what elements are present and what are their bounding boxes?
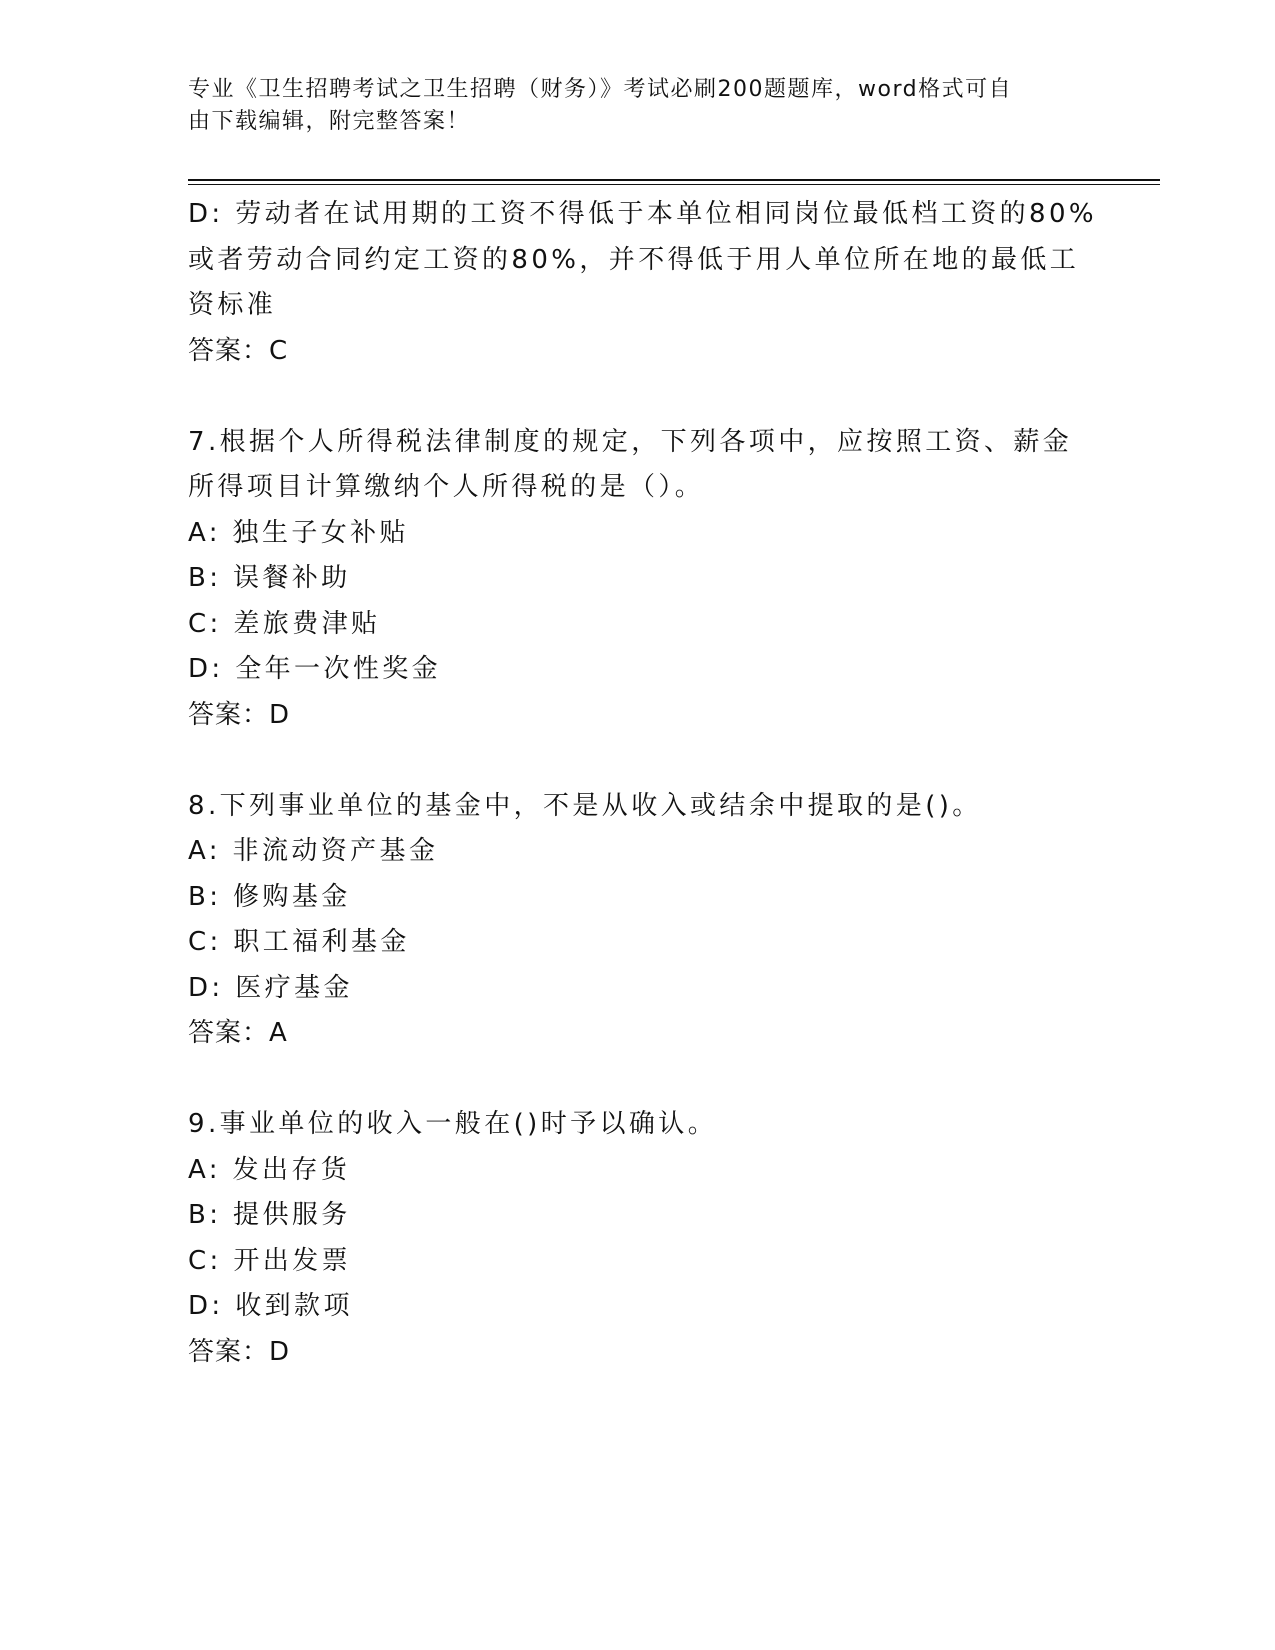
header-divider-thick	[188, 179, 1160, 181]
option-d: D: 医疗基金	[188, 972, 353, 1003]
header-line-1: 专业《卫生招聘考试之卫生招聘（财务）》考试必刷200题题库，word格式可自	[188, 77, 1013, 102]
document-header	[188, 74, 1068, 138]
question-stem: 9.事业单位的收入一般在()时予以确认。	[188, 1109, 718, 1139]
option-c: C: 差旅费津贴	[188, 608, 381, 639]
question-stem-line-1: 7.根据个人所得税法律制度的规定，下列各项中，应按照工资、薪金	[188, 426, 1073, 457]
question-6-tail	[188, 192, 1098, 374]
question-7	[188, 420, 1088, 739]
spacer	[188, 374, 1088, 420]
question-stem-line-2: 所得项目计算缴纳个人所得税的是（）。	[188, 472, 705, 502]
question-8	[188, 784, 1088, 1057]
option-b: B: 误餐补助	[188, 563, 351, 593]
question-9	[188, 1102, 1088, 1375]
answer-label: 答案：D	[188, 1336, 291, 1367]
option-d: D: 收到款项	[188, 1291, 353, 1321]
answer-label: 答案：D	[188, 699, 291, 730]
option-d-line-3: 资标准	[188, 290, 277, 320]
option-b: B: 修购基金	[188, 881, 351, 912]
option-a: A: 非流动资产基金	[188, 836, 439, 866]
question-list	[188, 192, 1098, 1375]
option-d-line-1: D: 劳动者在试用期的工资不得低于本单位相同岗位最低档工资的80%	[188, 199, 1098, 229]
answer-label: 答案：C	[188, 335, 289, 366]
option-d: D: 全年一次性奖金	[188, 654, 442, 684]
option-c: C: 开出发票	[188, 1245, 351, 1276]
spacer	[188, 738, 1088, 784]
option-a: A: 独生子女补贴	[188, 517, 409, 548]
option-c: C: 职工福利基金	[188, 927, 410, 957]
option-d-line-2: 或者劳动合同约定工资的80%，并不得低于用人单位所在地的最低工	[188, 244, 1080, 275]
spacer	[188, 1057, 1088, 1103]
header-line-2: 由下载编辑，附完整答案！	[188, 109, 471, 134]
question-stem: 8.下列事业单位的基金中，不是从收入或结余中提取的是()。	[188, 790, 982, 821]
answer-label: 答案：A	[188, 1018, 288, 1048]
option-a: A: 发出存货	[188, 1154, 351, 1185]
option-b: B: 提供服务	[188, 1200, 351, 1230]
header-divider-thin	[188, 184, 1160, 185]
